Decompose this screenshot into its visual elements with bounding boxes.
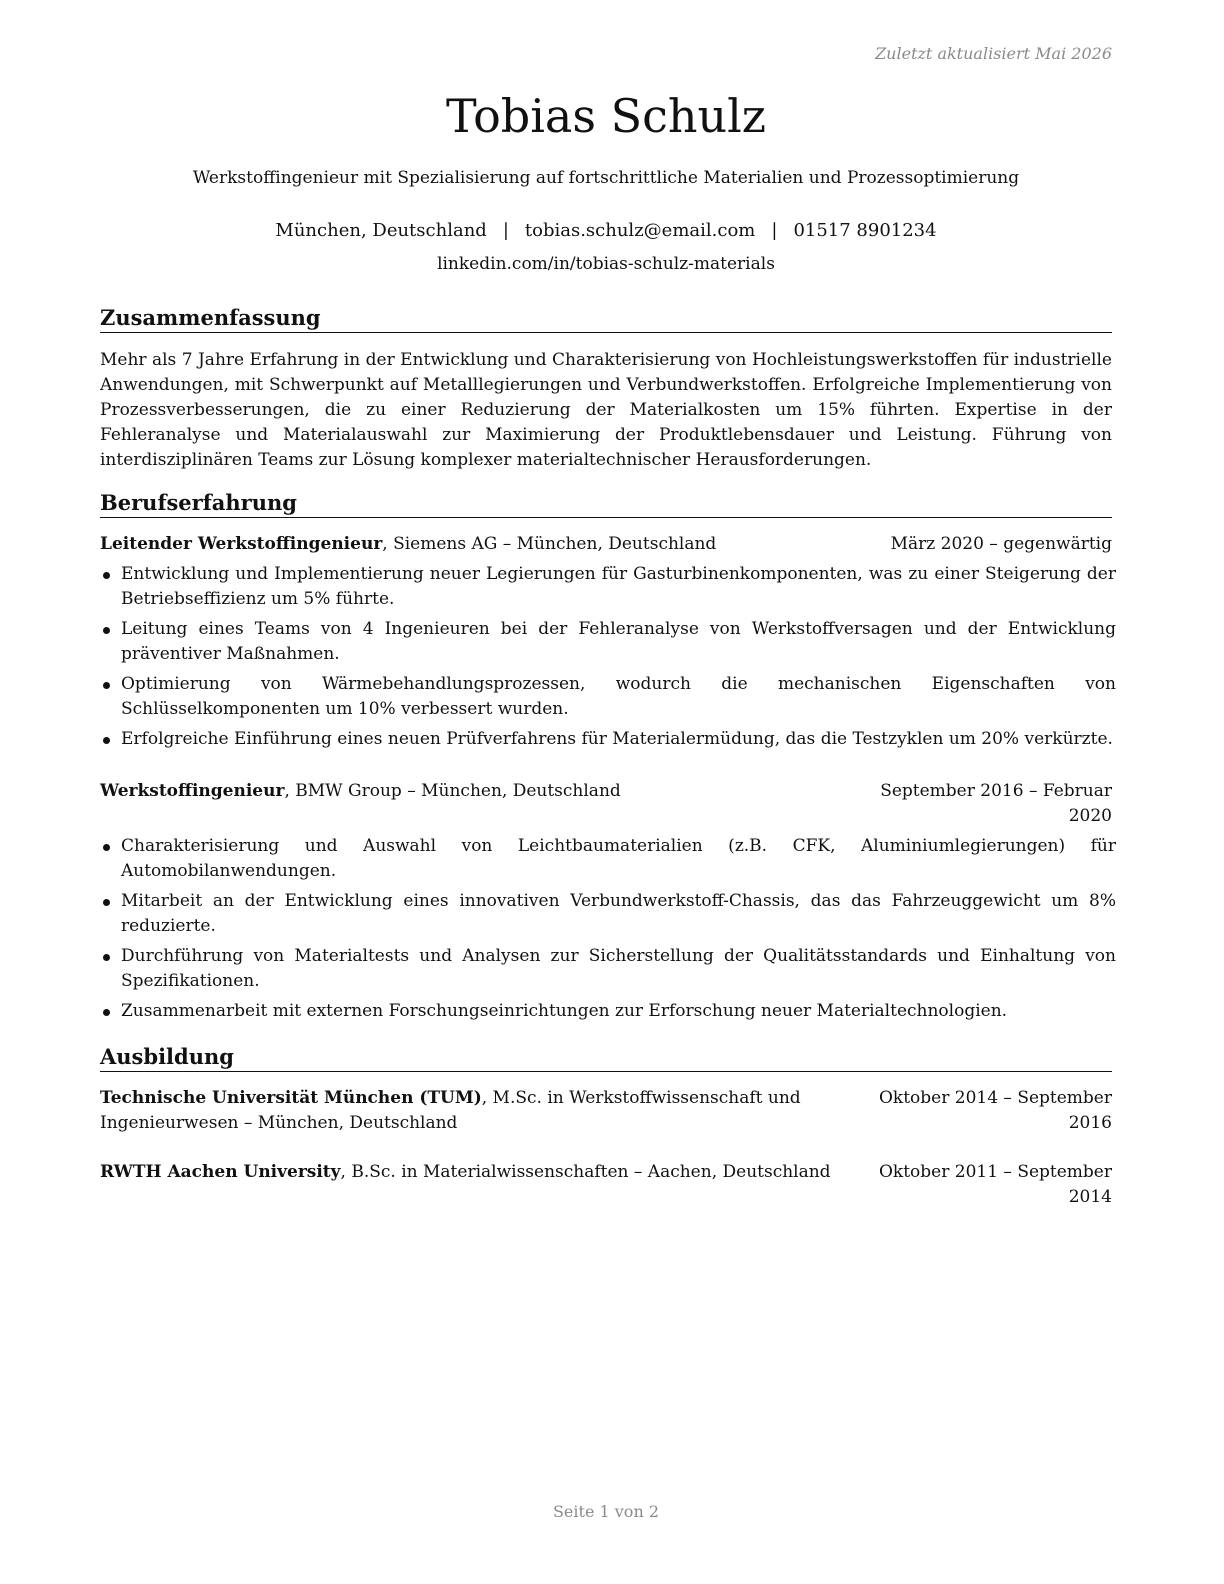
candidate-name: Tobias Schulz [445, 89, 767, 143]
job-company: , Siemens AG – München, Deutschland [382, 534, 717, 554]
location: München, Deutschland [275, 220, 487, 241]
job-role: Leitender Werkstoffingenieur [100, 534, 383, 554]
degree: , B.Sc. in Materialwissenschaften – Aachen, Deutschland [340, 1162, 831, 1182]
list-item: Erfolgreiche Einführung eines neuen Prüfverfahrens für Materialermüdung, das die Testzyklen um 20% verkürzte. [100, 727, 1116, 752]
job-dates: März 2020 – gegenwärtig [890, 534, 1112, 554]
page-number: Seite 1 von 2 [552, 1502, 660, 1521]
section-title-education: Ausbildung [100, 1043, 1112, 1072]
last-updated: Zuletzt aktualisiert Mai 2026 [875, 44, 1112, 63]
list-item: Mitarbeit an der Entwicklung eines innovativen Verbundwerkstoff-Chassis, das das Fahrzeuggewicht um 8% reduzierte. [100, 889, 1116, 939]
contact-separator: | [771, 220, 778, 241]
section-title-summary: Zusammenfassung [100, 304, 1112, 333]
list-item: Zusammenarbeit mit externen Forschungseinrichtungen zur Erforschung neuer Materialtechnologien. [100, 999, 1116, 1024]
job-bullets [100, 562, 1116, 757]
job-role: Werkstoffingenieur [100, 781, 285, 801]
education-dates: Oktober 2014 – September 2016 [878, 1088, 1112, 1133]
job-header [100, 532, 1112, 557]
list-item: Entwicklung und Implementierung neuer Legierungen für Gasturbinenkomponenten, was zu einer Steigerung der Betriebseffizienz um 5% führte. [100, 562, 1116, 612]
section-title-experience: Berufserfahrung [100, 489, 1112, 518]
degree: , M.Sc. in Werkstoffwissenschaft und Ingenieurwesen – München, Deutschland [100, 1088, 801, 1133]
education-dates: Oktober 2011 – September 2014 [878, 1162, 1112, 1207]
job-dates: September 2016 – Februar 2020 [880, 781, 1112, 826]
contact-line [100, 220, 1112, 241]
education-entry [100, 1086, 1112, 1136]
email-link[interactable]: tobias.schulz@email.com [524, 220, 756, 241]
list-item: Leitung eines Teams von 4 Ingenieuren bei der Fehleranalyse von Werkstoffversagen und der Entwicklung präventiver Maßnahmen. [100, 617, 1116, 667]
school-name: RWTH Aachen University [100, 1162, 341, 1182]
job-company: , BMW Group – München, Deutschland [284, 781, 621, 801]
education-entry [100, 1160, 1112, 1210]
list-item: Charakterisierung und Auswahl von Leichtbaumaterialien (z.B. CFK, Aluminiumlegierungen) für Automobilanwendungen. [100, 834, 1116, 884]
headline: Werkstoffingenieur mit Spezialisierung auf fortschrittliche Materialien und Prozessoptimierung [192, 168, 1020, 188]
linkedin-link[interactable]: linkedin.com/in/tobias-schulz-materials [437, 254, 775, 274]
job-bullets [100, 834, 1116, 1029]
phone-number: 01517 8901234 [793, 220, 937, 241]
list-item: Durchführung von Materialtests und Analysen zur Sicherstellung der Qualitätsstandards und Einhaltung von Spezifikationen. [100, 944, 1116, 994]
contact-separator: | [502, 220, 509, 241]
school-name: Technische Universität München (TUM) [100, 1088, 482, 1108]
job-header [100, 779, 1112, 829]
resume-page [100, 0, 1116, 1584]
summary-text: Mehr als 7 Jahre Erfahrung in der Entwicklung und Charakterisierung von Hochleistungswerkstoffen für industrielle Anwendungen, mit Schwerpunkt auf Metalllegierungen und Verbundwerkstoffen. Erfolgreiche Implementierung von Prozessverbesserungen, die zu einer Reduzierung der Materialkosten um 15% führten. Expertise in der Fehleranalyse und Materialauswahl zur Maximierung der Produktlebensdauer und Leistung. Führung von interdisziplinären Teams zur Lösung komplexer materialtechnischer Herausforderungen. [100, 350, 1112, 470]
list-item: Optimierung von Wärmebehandlungsprozessen, wodurch die mechanischen Eigenschaften von Schlüsselkomponenten um 10% verbessert wurden. [100, 672, 1116, 722]
